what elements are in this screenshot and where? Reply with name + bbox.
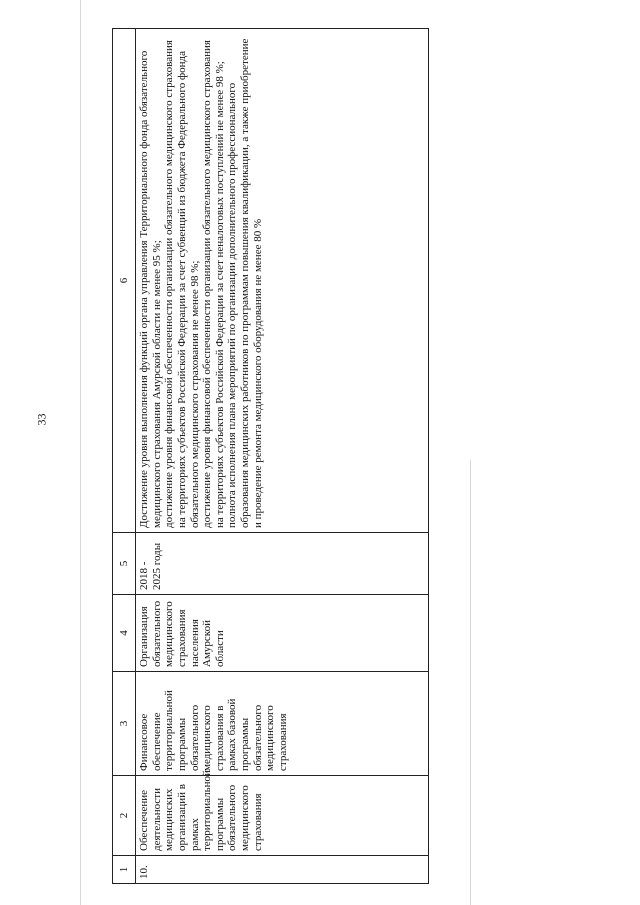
header-col-6: 6: [113, 29, 136, 533]
page-number: 33: [34, 413, 49, 426]
result-item: Достижение уровня выполнения функций органа управления Территориального фонда обязательного медицинского страхования Амурской области не менее 95 %;: [138, 50, 163, 528]
header-col-4: 4: [113, 595, 136, 672]
header-col-3: 3: [113, 672, 136, 776]
funding-cell: Финансовое обеспечение территориальной программы обязательного медицинского страхования в рамках базовой программы обязательного медицинского страхования: [136, 672, 429, 776]
scan-line: [470, 460, 471, 905]
executor-cell: Организация обязательного медицинского страхования населения Амурской области: [136, 595, 429, 672]
table-row: [136, 29, 429, 884]
rotated-table-frame: [112, 28, 429, 884]
program-table: [112, 28, 429, 884]
result-item: достижение уровня финансовой обеспеченности организации обязательного медицинского страхования на территориях субъектов Российской Федерации за счет субвенций из бюджета Федерального фонда обязательного медицинского страхования не менее 98 %;: [163, 40, 201, 528]
header-col-1: 1: [113, 856, 136, 884]
activity-cell: Обеспечение деятельности медицинских организаций в рамках территориальной программы обязательного медицинского страхования: [136, 776, 429, 856]
header-col-2: 2: [113, 776, 136, 856]
rotated-table-wrapper: [112, 28, 429, 884]
period-cell: 2018 - 2025 годы: [136, 533, 429, 595]
result-item: полнота исполнения плана мероприятий по организации дополнительного профессионального образования медицинских работников по программам повышения квалификации, а также приобретение и проведение ремонта медицинского оборудования не менее 80 %: [226, 38, 264, 528]
result-item: достижение уровня финансовой обеспеченности организации обязательного медицинского страхования на территориях субъектов Российской Федерации за счет неналоговых поступлений не менее 98 %;: [201, 40, 226, 528]
scan-line: [80, 0, 81, 905]
header-row: [113, 29, 136, 884]
row-number-cell: 10.: [136, 856, 429, 884]
header-col-5: 5: [113, 533, 136, 595]
results-cell: [136, 29, 429, 533]
